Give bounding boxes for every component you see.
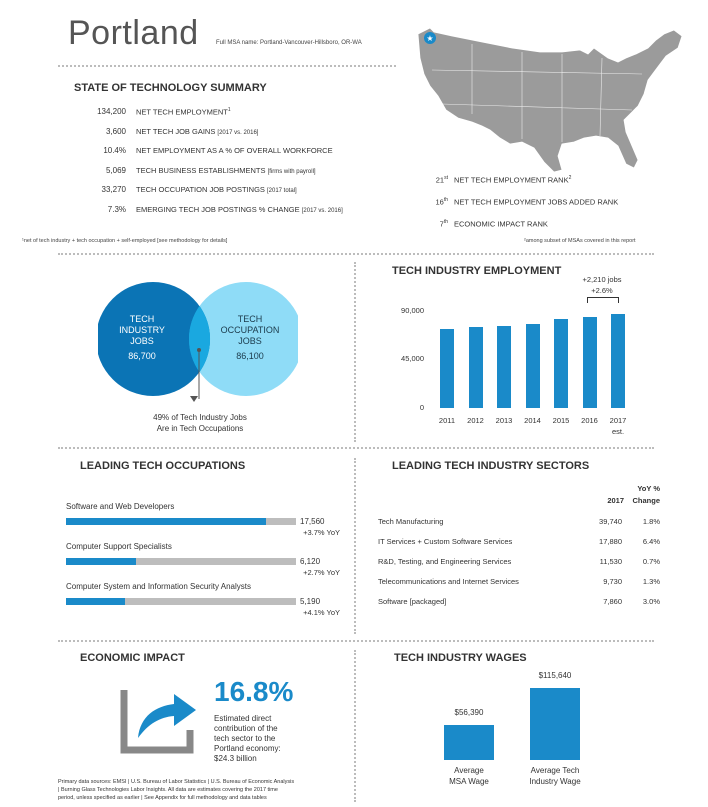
bar <box>554 319 568 408</box>
y-tick-label: 90,000 <box>401 305 424 315</box>
occupation-yoy: +3.7% YoY <box>303 528 340 537</box>
summary-value: 7.3% <box>107 204 126 214</box>
summary-note: [2017 total] <box>267 188 297 194</box>
x-tick-label: 2015 <box>552 416 570 425</box>
divider <box>58 65 396 67</box>
venn-left-label: TECH INDUSTRY JOBS <box>119 314 165 346</box>
venn-caption-2: Are in Tech Occupations <box>156 424 244 433</box>
rank-suffix: th <box>443 219 448 225</box>
occupation-yoy: +4.1% YoY <box>303 608 340 617</box>
wage-value-tech: $115,640 <box>538 671 572 680</box>
occupations-title: LEADING TECH OCCUPATIONS <box>80 460 246 472</box>
occupation-bar-track <box>66 598 296 605</box>
occupation-bar-track <box>66 558 296 565</box>
rank-number: 21st <box>435 175 448 185</box>
summary-value: 134,200 <box>97 107 126 116</box>
sector-name: IT Services + Custom Software Services <box>378 537 513 546</box>
msa-full-name: Full MSA name: Portland-Vancouver-Hillsboro, OR-WA <box>216 40 362 46</box>
rank-suffix: st <box>444 175 448 181</box>
rank-suffix: th <box>443 197 448 203</box>
economic-title: ECONOMIC IMPACT <box>80 652 185 664</box>
bar <box>526 324 540 408</box>
summary-note: [firms with payroll] <box>267 168 316 175</box>
bar <box>583 317 597 408</box>
occupation-bar-fill <box>66 598 125 605</box>
rank-label: NET TECH EMPLOYMENT RANK <box>454 175 569 185</box>
sector-name: Tech Manufacturing <box>378 517 444 526</box>
divider <box>58 447 654 449</box>
summary-note: [2017 vs. 2016] <box>217 129 259 136</box>
footnote-mark: 2 <box>568 175 572 181</box>
rank-label: NET TECH EMPLOYMENT JOBS ADDED RANK <box>454 197 619 207</box>
x-tick-label: 2011 <box>438 416 456 425</box>
occupation-value: 17,560 <box>300 517 325 526</box>
sector-name: Software [packaged] <box>378 597 447 606</box>
sector-change: 6.4% <box>642 537 660 546</box>
chart-annotation-bracket <box>587 297 619 303</box>
occupation-bar-track <box>66 518 296 525</box>
occupation-value: 6,120 <box>300 557 321 566</box>
wage-bar-tech <box>530 688 580 760</box>
svg-text:★: ★ <box>426 34 434 43</box>
economic-desc: Estimated direct contribution of the tech sector to the Portland economy: $24.3 billion <box>214 714 281 763</box>
x-tick-label: 2014 <box>524 416 541 425</box>
sectors-col-year: 2017 <box>607 496 624 505</box>
rank-label: ECONOMIC IMPACT RANK <box>454 219 548 229</box>
venn-arrow-icon <box>190 396 198 402</box>
sector-name: R&D, Testing, and Engineering Services <box>378 557 512 566</box>
divider <box>354 458 356 634</box>
summary-label: NET EMPLOYMENT AS A % OF OVERALL WORKFORCE <box>136 146 333 155</box>
y-tick-label: 0 <box>419 403 424 412</box>
x-tick-label: 2012 <box>467 416 484 425</box>
footnote-mark: 1 <box>227 107 231 113</box>
wage-label-msa: MSA Wage <box>449 777 489 786</box>
bar <box>440 329 454 408</box>
sectors-col-change-2: Change <box>632 496 660 505</box>
wage-label-tech: Average Tech <box>530 766 580 775</box>
sector-value: 39,740 <box>599 517 622 526</box>
occupation-name: Computer System and Information Security Analysts <box>66 582 251 591</box>
occupation-bar-fill <box>66 518 266 525</box>
summary-value: 5,069 <box>105 165 126 175</box>
summary-label: TECH BUSINESS ESTABLISHMENTS [firms with payroll] <box>136 165 316 175</box>
sectors-title: LEADING TECH INDUSTRY SECTORS <box>392 460 590 472</box>
wages-title: TECH INDUSTRY WAGES <box>394 652 527 664</box>
summary-title: STATE OF TECHNOLOGY SUMMARY <box>74 82 267 94</box>
x-tick-label: 2016 <box>581 416 598 425</box>
bar <box>611 314 625 408</box>
sector-name: Telecommunications and Internet Services <box>378 577 519 586</box>
summary-value: 33,270 <box>101 185 126 194</box>
divider <box>354 262 356 442</box>
y-tick-label: 45,000 <box>401 354 424 364</box>
sector-change: 1.3% <box>642 577 660 586</box>
rank-row <box>420 219 548 229</box>
venn-right-label: TECH OCCUPATION JOBS <box>220 314 280 346</box>
us-map-icon <box>412 14 694 184</box>
summary-label: NET TECH JOB GAINS [2017 vs. 2016] <box>136 126 259 136</box>
occupation-yoy: +2.7% YoY <box>303 568 340 577</box>
wage-label-tech: Industry Wage <box>529 777 581 786</box>
wage-bar-msa <box>444 725 494 760</box>
venn-caption-1: 49% of Tech Industry Jobs <box>153 413 247 422</box>
rank-row <box>420 175 571 185</box>
occupation-name: Software and Web Developers <box>66 502 175 511</box>
sector-change: 1.8% <box>642 517 660 526</box>
page-title: Portland <box>68 14 199 52</box>
occupation-name: Computer Support Specialists <box>66 542 172 551</box>
divider <box>58 640 654 642</box>
summary-label: TECH OCCUPATION JOB POSTINGS [2017 total] <box>136 185 297 194</box>
wage-value-msa: $56,390 <box>454 707 484 717</box>
bar <box>497 326 511 408</box>
data-sources: Primary data sources: EMSI | U.S. Bureau of Labor Statistics | U.S. Bureau of Economic Analysis | Burning Glass Technologies Labor Insights. All data are estimates covering the 2017 time period, unless specified as earlier | See Appendix for full methodology and data tables <box>58 779 295 801</box>
rank-number: 16th <box>435 197 448 207</box>
sector-change: 0.7% <box>642 557 660 566</box>
growth-arrow-icon <box>120 680 200 756</box>
summary-label: EMERGING TECH JOB POSTINGS % CHANGE [2017 vs. 2016] <box>136 204 343 214</box>
sector-value: 17,880 <box>599 537 622 546</box>
rank-number: 7th <box>439 219 448 229</box>
summary-note: [2017 vs. 2016] <box>301 207 343 214</box>
x-tick-label: 2013 <box>495 416 513 425</box>
economic-pct: 16.8% <box>214 676 294 707</box>
footnote-1: ¹net of tech industry + tech occupation + self-employed [see methodology for details] <box>22 238 228 244</box>
chart-annotation-1: +2,210 jobs <box>582 275 622 284</box>
occupation-value: 5,190 <box>300 597 321 606</box>
sector-value: 11,530 <box>599 557 622 566</box>
sector-value: 9,730 <box>603 577 622 586</box>
sector-value: 7,860 <box>603 597 622 606</box>
divider <box>58 253 654 255</box>
occupation-bar-fill <box>66 558 136 565</box>
chart-annotation-2: +2.6% <box>591 286 613 295</box>
sectors-col-change-1: YoY % <box>637 484 660 493</box>
sector-change: 3.0% <box>642 597 660 606</box>
bar <box>469 327 483 408</box>
venn-left-value: 86,700 <box>128 351 156 361</box>
rank-row <box>420 197 618 207</box>
x-tick-label: 2017 <box>609 416 627 425</box>
summary-value: 3,600 <box>105 126 126 136</box>
summary-value: 10.4% <box>103 146 126 155</box>
venn-right-value: 86,100 <box>236 351 264 361</box>
summary-label: NET TECH EMPLOYMENT$^1$ <box>136 107 231 117</box>
chart-title: TECH INDUSTRY EMPLOYMENT <box>392 265 562 277</box>
divider <box>354 650 356 802</box>
footnote-2: ²among subset of MSAs covered in this report <box>524 238 636 244</box>
x-tick-label: est. <box>611 427 625 436</box>
wage-label-msa: Average <box>454 766 484 775</box>
